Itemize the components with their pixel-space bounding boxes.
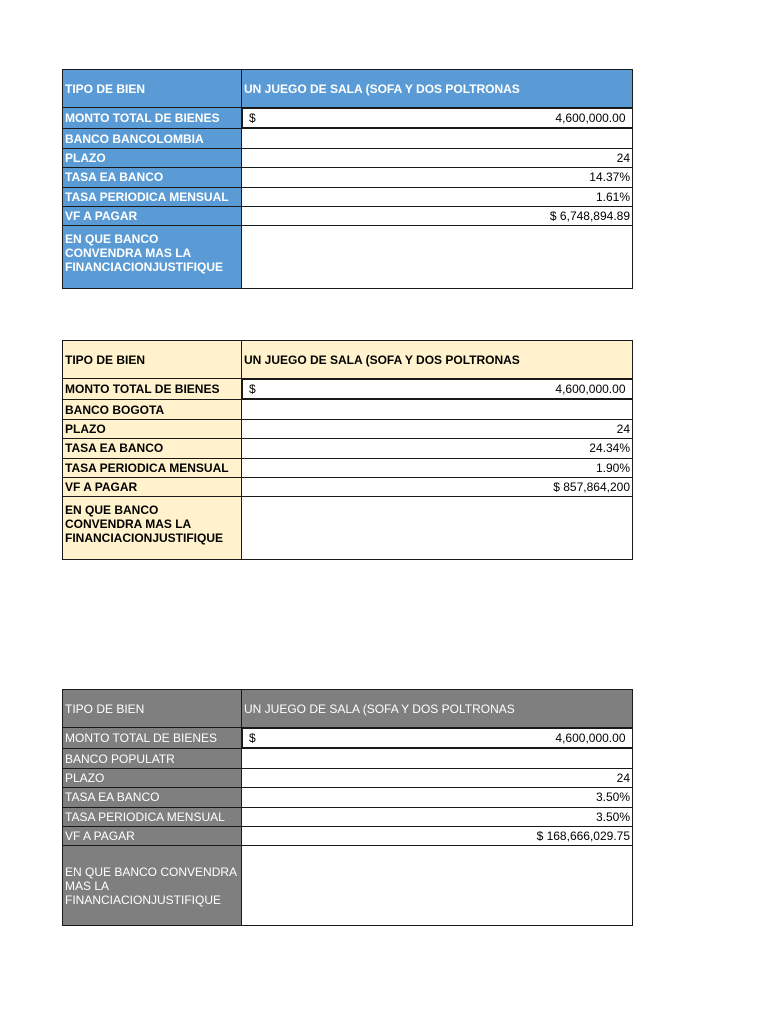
tasa-ea-value[interactable]: 14.37% <box>242 168 633 187</box>
tasa-ea-value[interactable]: 3.50% <box>242 788 633 807</box>
banco-value-cell[interactable] <box>242 400 633 419</box>
tasa-mensual-label: TASA PERIODICA MENSUAL <box>63 458 242 477</box>
vf-label: VF A PAGAR <box>63 206 242 225</box>
question-label: EN QUE BANCO CONVENDRA MAS LA FINANCIACIONJUSTIFIQUE <box>63 846 242 926</box>
question-label: EN QUE BANCO CONVENDRA MAS LA FINANCIACIONJUSTIFIQUE <box>63 497 242 560</box>
banco-label: BANCO BOGOTA <box>63 400 242 419</box>
question-answer-cell[interactable] <box>242 497 633 560</box>
tipo-de-bien-label: TIPO DE BIEN <box>63 341 242 379</box>
monto-total-label: MONTO TOTAL DE BIENES <box>63 108 242 129</box>
tipo-de-bien-label: TIPO DE BIEN <box>63 690 242 728</box>
monto-total-value: 4,600,000.00 <box>555 382 626 397</box>
plazo-value[interactable]: 24 <box>242 419 633 438</box>
vf-label: VF A PAGAR <box>63 477 242 496</box>
financing-table-popular <box>62 689 633 926</box>
question-label: EN QUE BANCO CONVENDRA MAS LA FINANCIACIONJUSTIFIQUE <box>63 226 242 289</box>
monto-total-label: MONTO TOTAL DE BIENES <box>63 379 242 400</box>
financing-table-bancolombia <box>62 69 633 289</box>
vf-label: VF A PAGAR <box>63 826 242 845</box>
plazo-label: PLAZO <box>63 419 242 438</box>
monto-total-value: 4,600,000.00 <box>555 731 626 746</box>
tasa-mensual-label: TASA PERIODICA MENSUAL <box>63 807 242 826</box>
plazo-label: PLAZO <box>63 768 242 787</box>
tasa-ea-label: TASA EA BANCO <box>63 788 242 807</box>
question-answer-cell[interactable] <box>242 846 633 926</box>
banco-label: BANCO POPULATR <box>63 749 242 768</box>
monto-currency: $ <box>249 111 256 126</box>
tasa-ea-label: TASA EA BANCO <box>63 439 242 458</box>
tipo-de-bien-value[interactable]: UN JUEGO DE SALA (SOFA Y DOS POLTRONAS <box>242 341 633 379</box>
monto-currency: $ <box>249 382 256 397</box>
plazo-value[interactable]: 24 <box>242 148 633 167</box>
tipo-de-bien-value[interactable]: UN JUEGO DE SALA (SOFA Y DOS POLTRONAS <box>242 70 633 108</box>
tipo-de-bien-value[interactable]: UN JUEGO DE SALA (SOFA Y DOS POLTRONAS <box>242 690 633 728</box>
banco-value-cell[interactable] <box>242 129 633 148</box>
monto-total-cell[interactable] <box>242 379 633 399</box>
tasa-mensual-value[interactable]: 1.90% <box>242 458 633 477</box>
plazo-label: PLAZO <box>63 148 242 167</box>
vf-value[interactable]: $ 6,748,894.89 <box>242 206 633 225</box>
monto-total-value: 4,600,000.00 <box>555 111 626 126</box>
banco-label: BANCO BANCOLOMBIA <box>63 129 242 148</box>
tasa-ea-label: TASA EA BANCO <box>63 168 242 187</box>
vf-value[interactable]: $ 857,864,200 <box>242 477 633 496</box>
monto-total-label: MONTO TOTAL DE BIENES <box>63 728 242 749</box>
tasa-mensual-value[interactable]: 1.61% <box>242 187 633 206</box>
monto-currency: $ <box>249 731 256 746</box>
financing-table-bogota <box>62 340 633 560</box>
tasa-mensual-label: TASA PERIODICA MENSUAL <box>63 187 242 206</box>
tasa-mensual-value[interactable]: 3.50% <box>242 807 633 826</box>
banco-value-cell[interactable] <box>242 749 633 768</box>
plazo-value[interactable]: 24 <box>242 768 633 787</box>
monto-total-cell[interactable] <box>242 728 633 748</box>
monto-total-cell[interactable] <box>242 108 633 128</box>
tasa-ea-value[interactable]: 24.34% <box>242 439 633 458</box>
tipo-de-bien-label: TIPO DE BIEN <box>63 70 242 108</box>
question-answer-cell[interactable] <box>242 226 633 289</box>
vf-value[interactable]: $ 168,666,029.75 <box>242 826 633 845</box>
